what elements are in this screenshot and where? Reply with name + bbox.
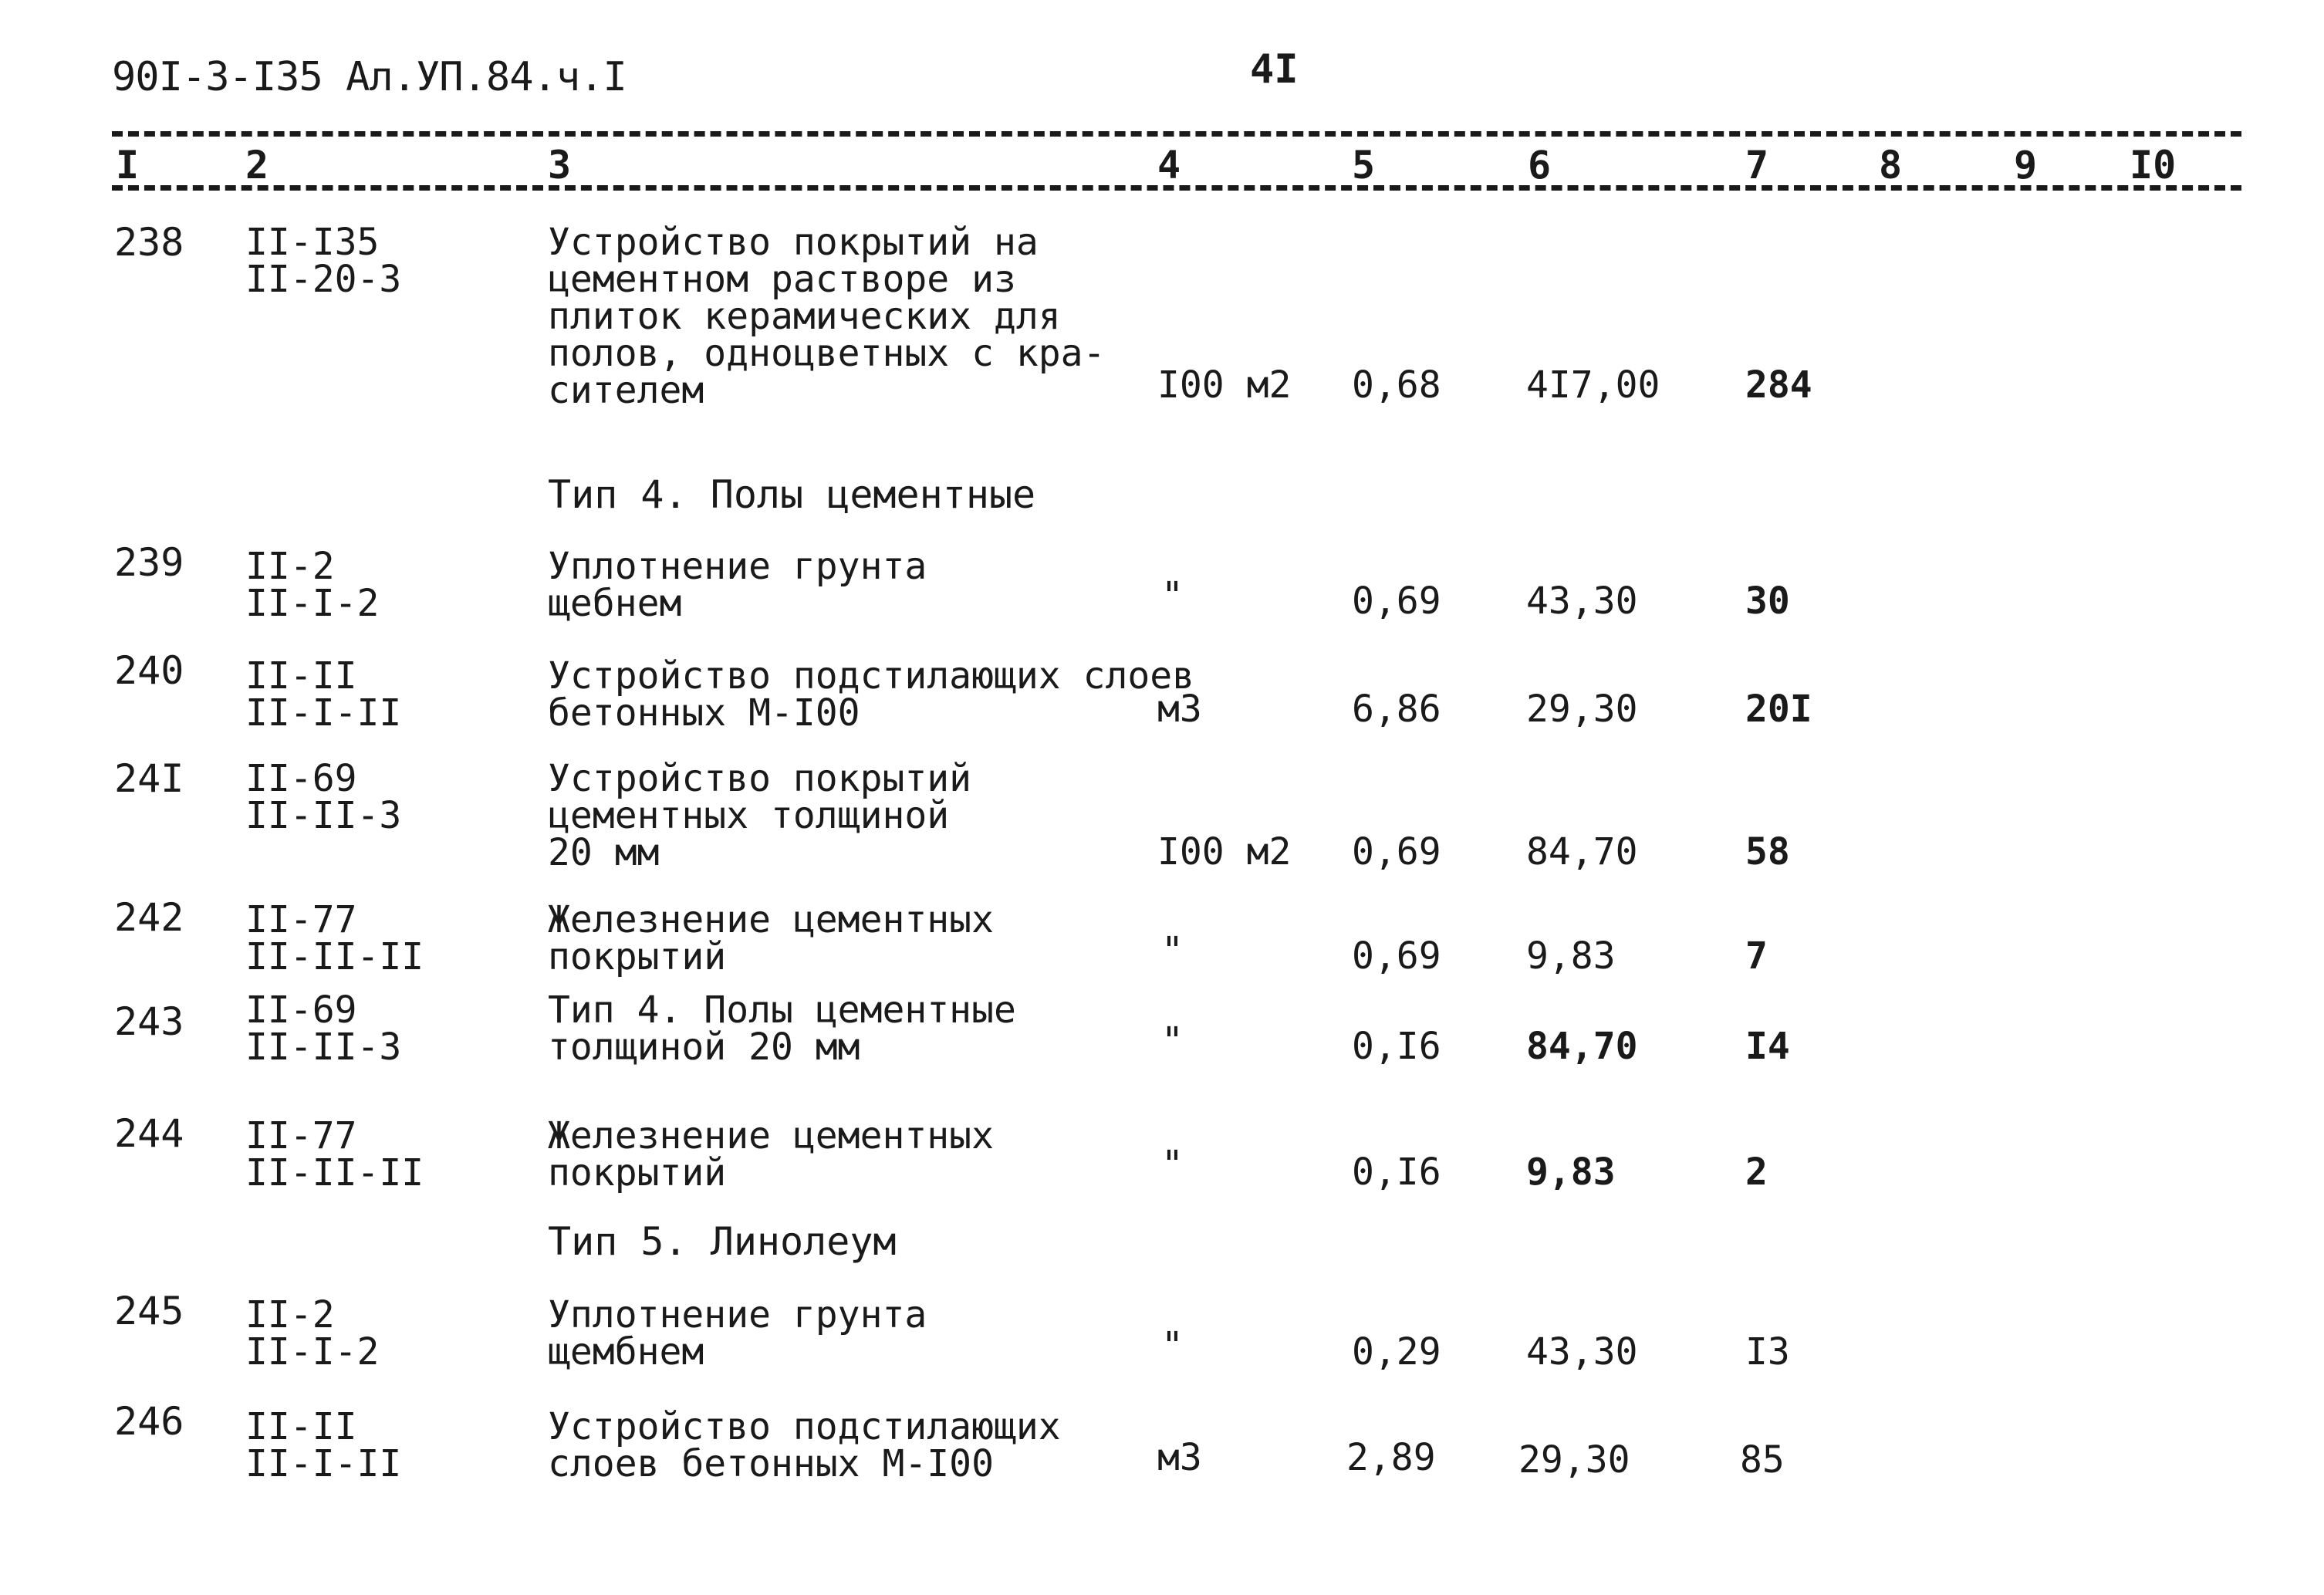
quantity: 0,69 <box>1352 580 1441 623</box>
quantity: 0,68 <box>1352 363 1441 407</box>
unit-price: 29,30 <box>1526 688 1638 731</box>
rate-code: II-69 II-II-3 <box>245 988 402 1069</box>
row-number: 243 <box>114 999 184 1044</box>
work-description: Уплотнение грунта щембнем <box>548 1293 927 1374</box>
work-description: Устройство подстилающих слоев бетонных М-I00 <box>548 654 1195 735</box>
unit-price: 84,70 <box>1526 830 1638 874</box>
unit-price: 4I7,00 <box>1526 363 1660 407</box>
rate-code: II-II II-I-II <box>245 1405 402 1485</box>
total-cost: I3 <box>1745 1330 1790 1374</box>
row-number: 24I <box>114 756 184 801</box>
row-number: 240 <box>114 648 184 693</box>
unit: " <box>1161 1019 1184 1063</box>
total-cost: I4 <box>1745 1025 1790 1068</box>
work-description: Устройство подстилающих слоев бетонных М-I00 <box>548 1405 1061 1485</box>
unit: м3 <box>1157 688 1202 731</box>
quantity: 0,69 <box>1352 934 1441 978</box>
unit: " <box>1161 929 1184 972</box>
work-description: Уплотнение грунта щебнем <box>548 545 927 625</box>
unit: " <box>1161 1324 1184 1367</box>
column-header-7: 7 <box>1745 143 1769 188</box>
column-header-2: 2 <box>245 143 269 188</box>
total-cost: 58 <box>1745 830 1790 874</box>
rate-code: II-II II-I-II <box>245 654 402 735</box>
rate-code: II-69 II-II-3 <box>245 757 402 837</box>
header-top-rule <box>112 131 2241 137</box>
quantity: 0,29 <box>1352 1330 1441 1374</box>
rate-code: II-2 II-I-2 <box>245 1293 380 1374</box>
unit-price: 43,30 <box>1526 1330 1638 1374</box>
unit: I00 м2 <box>1157 363 1292 407</box>
column-header-4: 4 <box>1157 143 1181 188</box>
unit: м3 <box>1157 1436 1202 1479</box>
row-number: 238 <box>114 220 184 265</box>
column-header-1: I <box>116 143 140 188</box>
quantity: 2,89 <box>1346 1436 1436 1479</box>
unit-price: 29,30 <box>1518 1438 1630 1482</box>
unit: " <box>1161 1143 1184 1186</box>
total-cost: 30 <box>1745 580 1790 623</box>
row-number: 246 <box>114 1399 184 1444</box>
row-number: 244 <box>114 1111 184 1156</box>
unit: " <box>1161 574 1184 617</box>
unit-price: 9,83 <box>1526 934 1616 978</box>
rate-code: II-I35 II-20-3 <box>245 221 402 301</box>
rate-code: II-2 II-I-2 <box>245 545 380 625</box>
quantity: 0,69 <box>1352 830 1441 874</box>
page-number: 4I <box>1250 46 1299 93</box>
total-cost: 284 <box>1745 363 1812 407</box>
document-code: 90I-3-I35 Ал.УП.84.ч.I <box>112 54 627 100</box>
work-description: Железнение цементных покрытий <box>548 1114 994 1195</box>
total-cost: 2 <box>1745 1151 1768 1194</box>
column-header-10: I0 <box>2130 143 2177 188</box>
rate-code: II-77 II-II-II <box>245 1114 424 1195</box>
work-description: Устройство покрытий цементных толщиной 20 мм <box>548 757 972 874</box>
work-description: Тип 4. Полы цементные толщиной 20 мм <box>548 988 1016 1069</box>
row-number: 245 <box>114 1289 184 1333</box>
column-header-5: 5 <box>1352 143 1376 188</box>
unit-price: 9,83 <box>1526 1151 1616 1194</box>
work-description: Железнение цементных покрытий <box>548 898 994 978</box>
row-number: 242 <box>114 895 184 940</box>
unit-price: 84,70 <box>1526 1025 1638 1068</box>
rate-code: II-77 II-II-II <box>245 898 424 978</box>
total-cost: 7 <box>1745 934 1768 978</box>
column-header-3: 3 <box>548 143 572 188</box>
quantity: 0,I6 <box>1352 1025 1441 1068</box>
work-description: Устройство покрытий на цементном растворе из плиток керамических для полов, одноцветных с кра- сителем <box>548 221 1106 412</box>
unit: I00 м2 <box>1157 830 1292 874</box>
quantity: 6,86 <box>1352 688 1441 731</box>
total-cost: 85 <box>1740 1438 1785 1482</box>
section-heading-type4: Тип 4. Полы цементные <box>548 472 1036 517</box>
quantity: 0,I6 <box>1352 1151 1441 1194</box>
column-header-8: 8 <box>1879 143 1903 188</box>
total-cost: 20I <box>1745 688 1812 731</box>
unit-price: 43,30 <box>1526 580 1638 623</box>
column-header-9: 9 <box>2014 143 2038 188</box>
row-number: 239 <box>114 540 184 585</box>
section-heading-type5: Тип 5. Линолеум <box>548 1219 897 1264</box>
column-header-6: 6 <box>1528 143 1552 188</box>
